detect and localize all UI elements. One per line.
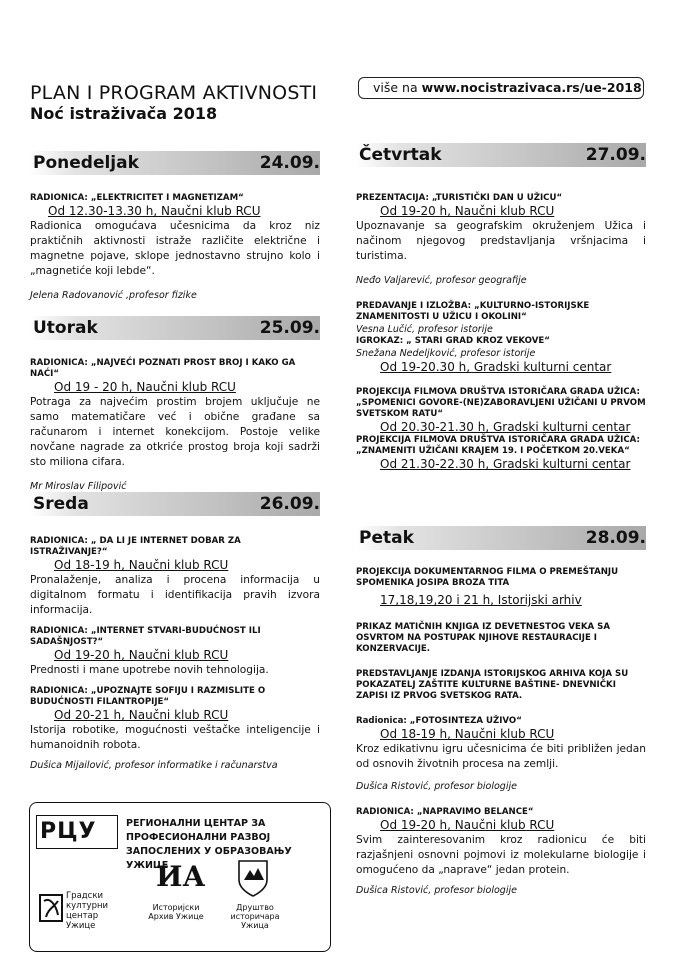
page-subtitle: Noć istraživača 2018 xyxy=(30,104,218,123)
event-title: IGROKAZ: „ STARI GRAD KROZ VEKOVE“ xyxy=(356,336,550,346)
event-description: Istorija robotike, mogućnosti veštačke inteligencije i humanoidnih robota. xyxy=(30,724,320,751)
day-name: Četvrtak xyxy=(359,145,442,165)
day-header-wednesday xyxy=(30,492,320,516)
event-time: Od 19 - 20 h, Naučni klub RCU xyxy=(54,380,236,394)
day-date: 27.09. xyxy=(585,145,646,165)
friday-events xyxy=(356,567,646,897)
event-description: Pronalaženje, analiza i procena informacija u digitalnom formatu i identifikacija pravih izvora informacija. xyxy=(30,574,320,616)
rcu-logo: РЦУ xyxy=(36,815,118,849)
event-description: Kroz edikativnu igru učesnicima će biti približen jedan od osnovih životnih procesa na zemlji. xyxy=(356,743,646,770)
monday-events xyxy=(30,193,320,302)
event-title: RADIONICA: „INTERNET STVARI-BUDUĆNOST ILI SADAŠNJOST?“ xyxy=(30,626,261,647)
event-description: Svim zainteresovanim kroz radionicu će biti razjašnjeni osnovni pojmovi iz molekularne biologije i omogućeno da „naprave“ jedan protein. xyxy=(356,834,646,876)
wednesday-events xyxy=(30,536,320,772)
ia-logo-icon xyxy=(154,858,206,893)
event-title: RADIONICA: „UPOZNAJTE SOFIJU I RAZMISLITE O BUDUĆNOSTI FILANTROPIJE“ xyxy=(30,686,266,707)
day-name: Utorak xyxy=(33,318,98,338)
event-title: PREZENTACIJA: „TURISTIČKI DAN U UŽICU“ xyxy=(356,193,563,203)
event-title: PRIKAZ MATIČNIH KNJIGA IZ DEVETNESTOG VEKA SA OSVRTOM NA POSTUPAK NJIHOVE RESTAURACIJE I KONZERVACIJE. xyxy=(356,622,611,654)
day-date: 25.09. xyxy=(259,318,320,338)
website-link[interactable]: www.nocistrazivaca.rs/ue-2018 xyxy=(421,80,642,95)
event-title: PREDAVANJE I IZLOŽBA: „KULTURNO-ISTORIJSKE ZNAMENITOSTI U UŽICU I OKOLINI“ xyxy=(356,301,590,322)
day-date: 26.09. xyxy=(259,494,320,514)
day-header-tuesday xyxy=(30,316,320,340)
event-author: Jelena Radovanović ,profesor fizike xyxy=(30,290,197,301)
event-title: RADIONICA: „NAPRAVIMO BELANCE“ xyxy=(356,807,534,817)
event-time: Od 19-20 h, Naučni klub RCU xyxy=(380,204,555,218)
event-title: PROJEKCIJA FILMOVA DRUŠTVA ISTORIČARA GRADA UŽICA: „SPOMENICI GOVORE-(NE)ZABORAVLJENI UŽIČANI U PRVOM SVETSKOM RATU“ xyxy=(356,387,646,419)
event-description: Prednosti i mane upotrebe novih tehnologija. xyxy=(30,664,269,676)
day-date: 28.09. xyxy=(585,528,646,548)
day-name: Ponedeljak xyxy=(33,153,139,173)
event-description: Potraga za najvećim prostim brojem uključuje ne samo matematičare već i obične građane sa računarom i internet konekcijom. Postoje velike novčane nagrade za otkriće prostog broja koji sadrži sto miliona cifara. xyxy=(30,396,320,468)
tuesday-events xyxy=(30,358,320,493)
event-title: RADIONICA: „NAJVEĆI POZNATI PROST BROJ I KAKO GA NAĆI“ xyxy=(30,358,296,379)
event-time: 17,18,19,20 i 21 h, Istorijski arhiv xyxy=(380,593,582,607)
event-description: Radionica omogućava učesnicima da kroz niz praktičnih aktivnosti istraže različite električne i magnetne pojave, sklope jednostavno strujno kolo i „magnetiće koji lebde“. xyxy=(30,220,320,277)
day-name: Sreda xyxy=(33,494,89,514)
event-time: Od 18-19 h, Naučni klub RCU xyxy=(380,727,555,741)
event-author: Vesna Lučić, profesor istorije xyxy=(356,324,493,335)
day-header-monday xyxy=(30,151,320,175)
event-time: Od 19-20 h, Naučni klub RCU xyxy=(380,818,555,832)
rcu-name: РЕГИОНАЛНИ ЦЕНТАР ЗА ПРОФЕСИОНАЛНИ РАЗВОЈ ЗАПОСЛЕНИХ У ОБРАЗОВАЊУ УЖИЦЕ xyxy=(126,818,292,871)
gkc-name: Градски културни центар Ужице xyxy=(66,891,109,931)
dru-crest-icon xyxy=(236,858,270,898)
event-time: Od 19-20.30 h, Gradski kulturni centar xyxy=(380,360,612,374)
event-time: Od 18-19 h, Naučni klub RCU xyxy=(54,558,229,572)
event-time: Od 21.30-22.30 h, Gradski kulturni centar xyxy=(380,457,631,471)
event-time: Od 19-20 h, Naučni klub RCU xyxy=(54,648,229,662)
thursday-events xyxy=(356,193,646,472)
ia-name: Историјски Архив Ужице xyxy=(148,903,204,921)
event-title: PROJEKCIJA DOKUMENTARNOG FILMA O PREMEŠTANJU SPOMENIKA JOSIPA BROZA TITA xyxy=(356,567,619,588)
gkc-logo-icon xyxy=(36,891,66,925)
event-author: Dušica Mijailović, profesor informatike i računarstva xyxy=(30,760,278,771)
day-header-thursday xyxy=(356,143,646,167)
event-time: Od 20.30-21.30 h, Gradski kulturni centar xyxy=(380,420,631,434)
event-author: Dušica Ristović, profesor biologije xyxy=(356,885,517,896)
event-title: RADIONICA: „ELEKTRICITET I MAGNETIZAM“ xyxy=(30,193,244,203)
event-title: Radionica: „FOTOSINTEZA UŽIVO“ xyxy=(356,716,522,726)
event-author: Snežana Nedeljković, profesor istorije xyxy=(356,348,536,359)
event-author: Dušica Ristović, profesor biologije xyxy=(356,781,517,792)
page-title: PLAN I PROGRAM AKTIVNOSTI xyxy=(30,82,318,104)
url-prefix: više na xyxy=(373,80,422,95)
event-author: Mr Miroslav Filipović xyxy=(30,481,127,492)
day-date: 24.09. xyxy=(259,153,320,173)
event-title: PROJEKCIJA FILMOVA DRUŠTVA ISTORIČARA GRADA UŽICA: „ZNAMENITI UŽIČANI KRAJEM 19. I POČETKOM 20.VEKA“ xyxy=(356,435,640,456)
event-time: Od 12.30-13.30 h, Naučni klub RCU xyxy=(48,204,261,218)
event-description: Upoznavanje sa geografskim okruženjem Užica i načinom njegovog predstavljanja vršnjacima i turistima. xyxy=(356,220,646,262)
event-author: Neđo Valjarević, profesor geografije xyxy=(356,275,527,286)
day-header-friday xyxy=(356,526,646,550)
event-title: PREDSTAVLJANJE IZDANJA ISTORIJSKOG ARHIVA KOJA SU POKAZATELJ ZAŠTITE KULTURNE BAŠTINE- DNEVNIČKI ZAPISI IZ PRVOG SVETSKOG RATA. xyxy=(356,669,629,701)
partner-logos xyxy=(29,802,331,952)
dru-name: Друштво историчара Ужица xyxy=(230,903,280,930)
event-time: Od 20-21 h, Naučni klub RCU xyxy=(54,708,229,722)
day-name: Petak xyxy=(359,528,414,548)
svg-text:ИА: ИА xyxy=(156,860,206,893)
event-title: RADIONICA: „ DA LI JE INTERNET DOBAR ZA ISTRAŽIVANJE?“ xyxy=(30,536,241,557)
website-box xyxy=(358,77,644,99)
